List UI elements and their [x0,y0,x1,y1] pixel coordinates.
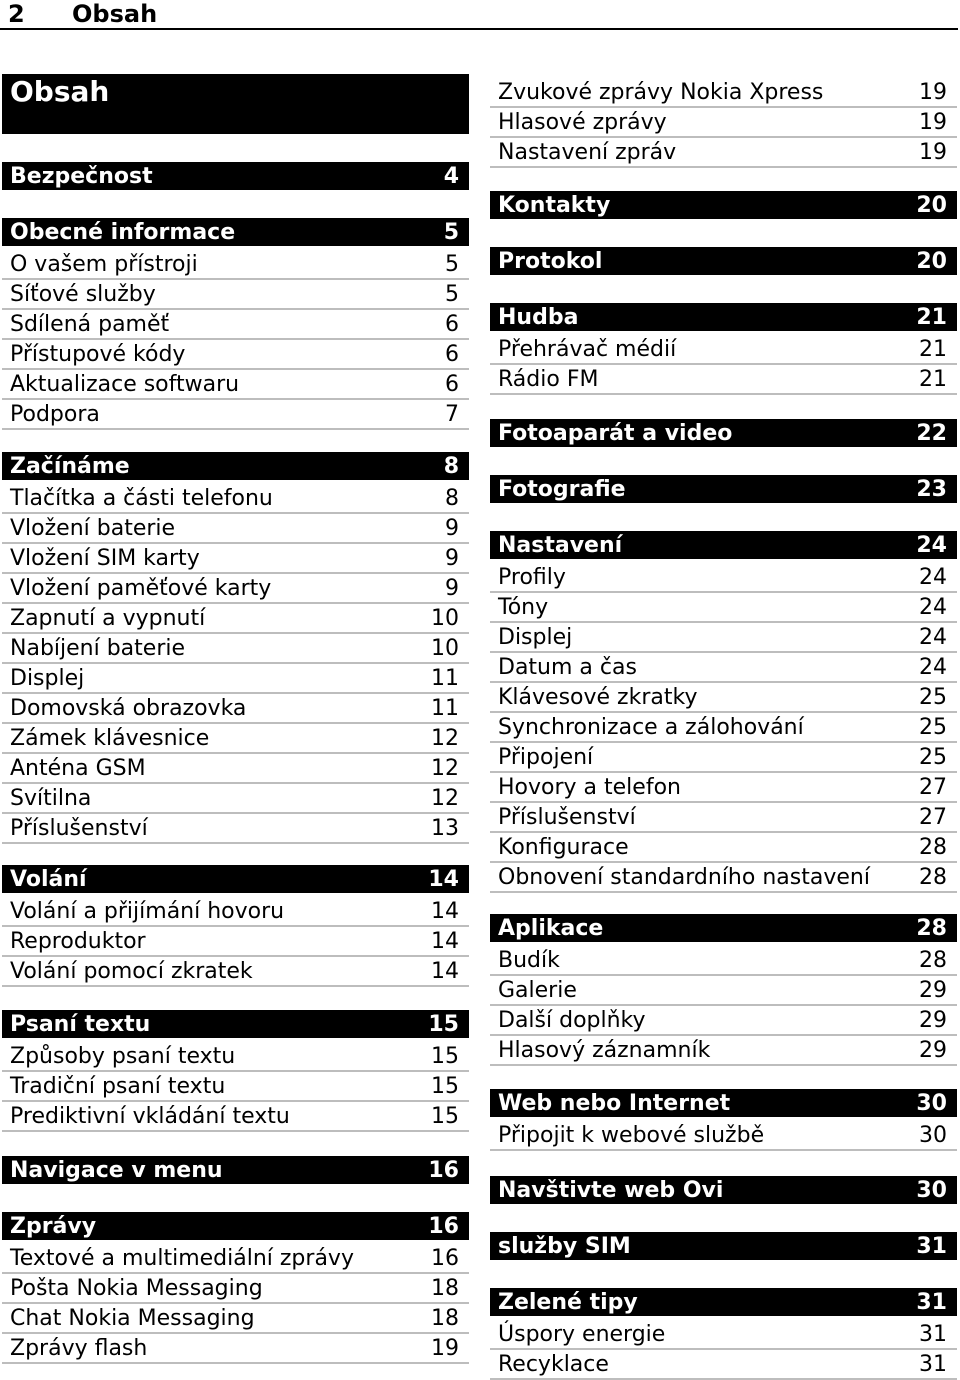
toc-page-number: 28 [919,864,947,890]
toc-label: Aplikace [498,915,604,941]
toc-label: Zámek klávesnice [10,725,210,751]
toc-chapter-row [2,1212,469,1240]
toc-entry-row [2,927,469,957]
toc-page-number: 24 [916,532,947,558]
toc-page-number: 31 [916,1233,947,1259]
toc-page-number: 27 [919,774,947,800]
toc-page-number: 7 [445,401,459,427]
toc-label: Navigace v menu [10,1157,223,1183]
toc-label: Zapnutí a vypnutí [10,605,206,631]
toc-page-number: 25 [919,684,947,710]
toc-entry-row [2,310,469,340]
toc-chapter-row [490,303,957,331]
toc-page-number: 28 [919,947,947,973]
toc-label: Chat Nokia Messaging [10,1305,255,1331]
toc-page-number: 15 [428,1011,459,1037]
toc-page-number: 30 [916,1177,947,1203]
toc-chapter-row [490,419,957,447]
toc-label: Prediktivní vkládání textu [10,1103,290,1129]
toc-label: Příslušenství [498,804,636,830]
toc-entry-row [2,484,469,514]
toc-entry-row [2,784,469,814]
toc-label: Budík [498,947,560,973]
toc-page-number: 8 [445,485,459,511]
toc-page-number: 12 [431,725,459,751]
toc-page-number: 21 [919,336,947,362]
toc-entry-row [490,1006,957,1036]
toc-label: Reproduktor [10,928,146,954]
toc-page-number: 14 [428,866,459,892]
toc-label: Volání a přijímání hovoru [10,898,285,924]
toc-page-number: 14 [431,928,459,954]
toc-label: Vložení baterie [10,515,176,541]
toc-page-number: 6 [445,371,459,397]
toc-label: Tlačítka a části telefonu [10,485,273,511]
toc-label: Kontakty [498,192,611,218]
page-header [0,0,958,30]
toc-entry-row [2,814,469,844]
toc-label: Svítilna [10,785,92,811]
toc-page-number: 12 [431,785,459,811]
toc-chapter-row [490,531,957,559]
toc-label: Aktualizace softwaru [10,371,240,397]
toc-entry-row [490,108,957,138]
toc-label: Hudba [498,304,579,330]
toc-label: Nastavení zpráv [498,139,677,165]
toc-page-number: 21 [916,304,947,330]
toc-label: Domovská obrazovka [10,695,247,721]
toc-chapter-row [490,1089,957,1117]
toc-entry-row [2,1334,469,1364]
toc-chapter-row [2,162,469,190]
toc-entry-row [490,1350,957,1380]
toc-label: Další doplňky [498,1007,646,1033]
toc-label: Úspory energie [498,1321,666,1347]
toc-label: Připojit k webové službě [498,1122,765,1148]
toc-label: Hovory a telefon [498,774,681,800]
toc-entry-row [490,335,957,365]
toc-entry-row [2,897,469,927]
toc-page-number: 15 [431,1043,459,1069]
toc-entry-row [2,514,469,544]
toc-label: Zvukové zprávy Nokia Xpress [498,79,824,105]
toc-page-number: 12 [431,755,459,781]
toc-label: Vložení paměťové karty [10,575,272,601]
toc-chapter-row [2,1010,469,1038]
toc-entry-row [2,754,469,784]
toc-label: Příslušenství [10,815,148,841]
toc-page-number: 19 [431,1335,459,1361]
toc-page-number: 10 [431,635,459,661]
toc-entry-row [2,370,469,400]
toc-page-number: 14 [431,898,459,924]
toc-label: Klávesové zkratky [498,684,698,710]
toc-entry-row [2,1102,469,1132]
toc-entry-row [490,563,957,593]
toc-label: Navštivte web Ovi [498,1177,724,1203]
toc-entry-row [490,743,957,773]
toc-chapter-row [490,1288,957,1316]
toc-page-number: 6 [445,341,459,367]
toc-entry-row [490,365,957,395]
toc-entry-row [2,664,469,694]
toc-chapter-row [490,191,957,219]
toc-label: Fotoaparát a video [498,420,733,446]
toc-label: O vašem přístroji [10,251,198,277]
toc-page-number: 11 [431,665,459,691]
toc-label: Začínáme [10,453,130,479]
toc-label: Hlasové zprávy [498,109,667,135]
toc-page-number: 16 [428,1157,459,1183]
toc-page-number: 24 [919,624,947,650]
toc-page-number: 24 [919,654,947,680]
toc-label: Zelené tipy [498,1289,638,1315]
toc-page-number: 31 [916,1289,947,1315]
toc-label: Nabíjení baterie [10,635,186,661]
toc-page-number: 30 [916,1090,947,1116]
toc-entry-row [2,544,469,574]
page-header-title: Obsah [72,0,158,28]
toc-label: Konfigurace [498,834,629,860]
toc-chapter-row [490,247,957,275]
toc-page-number: 22 [916,420,947,446]
toc-entry-row [490,1036,957,1066]
toc-label: Synchronizace a zálohování [498,714,804,740]
toc-entry-row [490,833,957,863]
toc-entry-row [490,803,957,833]
toc-chapter-row [490,914,957,942]
toc-entry-row [2,724,469,754]
toc-label: Profily [498,564,566,590]
toc-page-number: 16 [428,1213,459,1239]
toc-label: Síťové služby [10,281,156,307]
toc-chapter-row [2,1156,469,1184]
toc-entry-row [490,1121,957,1151]
toc-entry-row [2,340,469,370]
toc-page-number: 23 [916,476,947,502]
toc-label: Tóny [498,594,549,620]
toc-page-number: 19 [919,109,947,135]
toc-entry-row [490,976,957,1006]
toc-entry-row [2,574,469,604]
toc-page-number: 31 [919,1351,947,1377]
toc-label: Tradiční psaní textu [10,1073,226,1099]
toc-page-number: 20 [916,192,947,218]
toc-entry-row [2,634,469,664]
toc-label: Rádio FM [498,366,599,392]
toc-label: Zprávy flash [10,1335,148,1361]
toc-label: Volání [10,866,87,892]
toc-entry-row [2,1244,469,1274]
page-number: 2 [8,0,25,28]
toc-page-number: 19 [919,139,947,165]
toc-page-number: 25 [919,744,947,770]
toc-label: Recyklace [498,1351,609,1377]
toc-page-number: 30 [919,1122,947,1148]
toc-page-number: 5 [445,281,459,307]
toc-page-number: 25 [919,714,947,740]
toc-entry-row [490,946,957,976]
toc-page-number: 20 [916,248,947,274]
toc-chapter-row [490,1232,957,1260]
toc-page-number: 24 [919,564,947,590]
toc-page-number: 15 [431,1073,459,1099]
toc-label: Datum a čas [498,654,637,680]
toc-page-number: 15 [431,1103,459,1129]
toc-entry-row [2,280,469,310]
toc-label: Displej [498,624,573,650]
toc-page-number: 9 [445,575,459,601]
toc-label: Textové a multimediální zprávy [10,1245,354,1271]
toc-label: Nastavení [498,532,623,558]
toc-page-number: 10 [431,605,459,631]
toc-page-number: 19 [919,79,947,105]
toc-label: Anténa GSM [10,755,146,781]
toc-page-number: 16 [431,1245,459,1271]
toc-label: služby SIM [498,1233,631,1259]
toc-page-number: 29 [919,1037,947,1063]
toc-chapter-row [2,218,469,246]
toc-entry-row [490,653,957,683]
toc-page-number: 5 [445,251,459,277]
toc-entry-row [2,957,469,987]
toc-entry-row [490,683,957,713]
toc-entry-row [490,863,957,893]
toc-entry-row [2,250,469,280]
toc-label: Bezpečnost [10,163,153,189]
toc-chapter-row [490,1176,957,1204]
toc-label: Psaní textu [10,1011,151,1037]
toc-page-number: 29 [919,977,947,1003]
toc-label: Protokol [498,248,603,274]
toc-entry-row [490,773,957,803]
toc-page-number: 13 [431,815,459,841]
toc-title: Obsah [2,74,469,134]
toc-page-number: 18 [431,1305,459,1331]
toc-entry-row [2,1304,469,1334]
toc-label: Web nebo Internet [498,1090,731,1116]
toc-page-number: 9 [445,515,459,541]
toc-label: Zprávy [10,1213,97,1239]
toc-page-number: 28 [916,915,947,941]
toc-label: Fotografie [498,476,626,502]
toc-label: Volání pomocí zkratek [10,958,253,984]
toc-label: Způsoby psaní textu [10,1043,236,1069]
toc-page-number: 21 [919,366,947,392]
toc-label: Přehrávač médií [498,336,677,362]
toc-label: Podpora [10,401,100,427]
toc-chapter-row [2,865,469,893]
toc-entry-row [490,1320,957,1350]
toc-entry-row [490,623,957,653]
toc-entry-row [2,604,469,634]
toc-entry-row [490,713,957,743]
toc-page-number: 11 [431,695,459,721]
toc-page-number: 28 [919,834,947,860]
toc-page-number: 24 [919,594,947,620]
toc-chapter-row [490,475,957,503]
toc-page-number: 18 [431,1275,459,1301]
toc-page-number: 5 [443,219,459,245]
toc-page-number: 14 [431,958,459,984]
toc-label: Displej [10,665,85,691]
toc-page-number: 9 [445,545,459,571]
toc-page-number: 31 [919,1321,947,1347]
toc-entry-row [2,1042,469,1072]
toc-page-number: 27 [919,804,947,830]
toc-label: Galerie [498,977,577,1003]
toc-page-number: 4 [443,163,459,189]
toc-entry-row [490,78,957,108]
toc-entry-row [2,1274,469,1304]
toc-entry-row [2,400,469,430]
toc-entry-row [490,138,957,168]
toc-label: Obnovení standardního nastavení [498,864,870,890]
toc-page-number: 29 [919,1007,947,1033]
toc-page-number: 8 [443,453,459,479]
toc-label: Hlasový záznamník [498,1037,711,1063]
toc-label: Přístupové kódy [10,341,186,367]
toc-label: Vložení SIM karty [10,545,200,571]
toc-page-number: 6 [445,311,459,337]
toc-chapter-row [2,452,469,480]
toc-entry-row [2,1072,469,1102]
toc-label: Obecné informace [10,219,236,245]
toc-label: Pošta Nokia Messaging [10,1275,263,1301]
toc-entry-row [2,694,469,724]
toc-entry-row [490,593,957,623]
toc-label: Připojení [498,744,594,770]
toc-label: Sdílená paměť [10,311,170,337]
